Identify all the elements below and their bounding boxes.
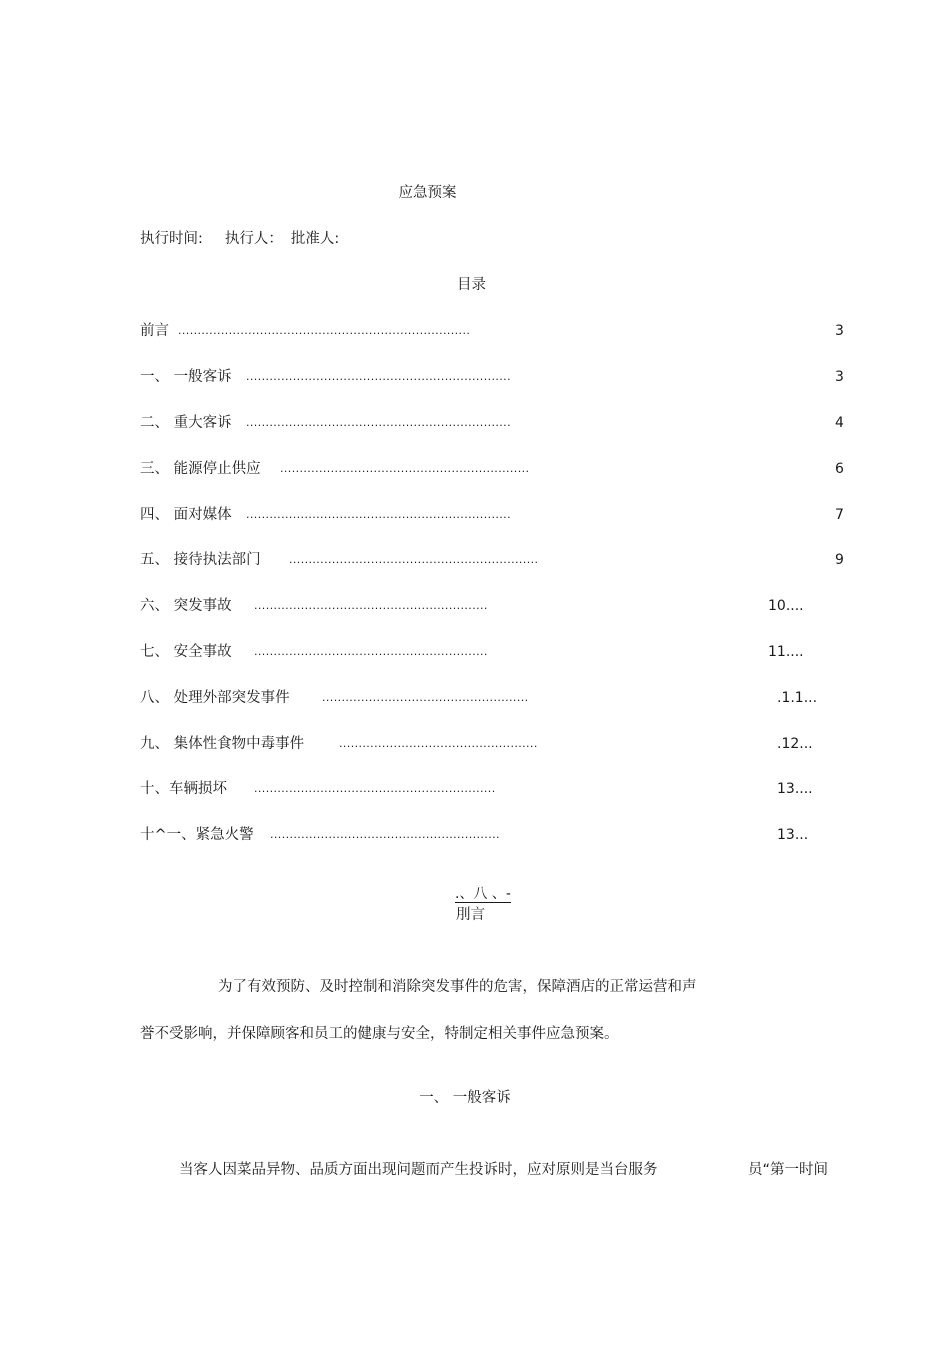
toc-item-page: 10.... xyxy=(768,598,804,614)
toc-item[interactable] xyxy=(0,322,950,342)
toc-item-leader: ........................................................... xyxy=(270,828,500,841)
toc-item-leader: ................................................................ xyxy=(280,462,530,475)
toc-item[interactable] xyxy=(0,551,950,571)
toc-item-label: 三、 能源停止供应 xyxy=(140,461,261,477)
document-title: 应急预案 xyxy=(398,185,457,201)
toc-item-leader: ..................................................... xyxy=(322,691,529,704)
toc-item-page: 9 xyxy=(835,552,844,568)
toc-item[interactable] xyxy=(0,460,950,480)
toc-item[interactable] xyxy=(0,826,950,846)
toc-item-label: 十、车辆损坏 xyxy=(140,781,227,797)
toc-item-leader: ................................................................ xyxy=(289,553,539,566)
toc-item[interactable] xyxy=(0,643,950,663)
toc-item-page: 13.... xyxy=(777,781,813,797)
toc-item-page: 7 xyxy=(835,507,844,523)
toc-item-label: 四、 面对媒体 xyxy=(140,507,232,523)
preface-paragraph-line: 誉不受影响，并保障顾客和员工的健康与安全，特制定相关事件应急预案。 xyxy=(140,1026,619,1042)
approver-label: 批准人: xyxy=(290,231,340,247)
toc-item[interactable] xyxy=(0,689,950,709)
toc-item-leader: ................................................... xyxy=(339,737,538,750)
toc-item-leader: .................................................................... xyxy=(246,416,511,429)
toc-title: 目录 xyxy=(457,277,486,293)
toc-item[interactable] xyxy=(0,780,950,800)
toc-item-page: 3 xyxy=(835,369,844,385)
toc-item-label: 六、 突发事故 xyxy=(140,598,232,614)
document-meta xyxy=(140,230,347,248)
section-title: 一、 一般客诉 xyxy=(419,1090,511,1106)
toc-item-leader: ............................................................ xyxy=(254,645,488,658)
toc-item[interactable] xyxy=(0,735,950,755)
toc-item[interactable] xyxy=(0,368,950,388)
toc-item-page: 13... xyxy=(777,827,809,843)
toc-item-leader: .................................................................... xyxy=(246,370,511,383)
toc-item-label: 十^一、紧急火警 xyxy=(140,827,254,843)
toc-item-label: 前言 xyxy=(140,323,169,339)
preface-paragraph-line: 为了有效预防、及时控制和消除突发事件的危害，保障酒店的正常运营和声 xyxy=(218,979,697,995)
toc-item-page: .1.1... xyxy=(777,690,818,706)
toc-item-leader: ........................................................................... xyxy=(178,324,471,337)
toc-item-leader: .................................................................... xyxy=(246,508,511,521)
section-paragraph-line: 当客人因菜品异物、品质方面出现问题而产生投诉时，应对原则是当台服务 xyxy=(179,1162,658,1178)
toc-item[interactable] xyxy=(0,597,950,617)
exec-time-label: 执行时间: xyxy=(140,231,203,247)
toc-item-label: 九、 集体性食物中毒事件 xyxy=(140,736,305,752)
toc-item-label: 五、 接待执法部门 xyxy=(140,552,261,568)
toc-item-label: 一、 一般客诉 xyxy=(140,369,232,385)
toc-item-label: 八、 处理外部突发事件 xyxy=(140,690,290,706)
toc-item-page: .12... xyxy=(777,736,813,752)
toc-item[interactable] xyxy=(0,414,950,434)
toc-item-page: 6 xyxy=(835,461,844,477)
preface-title: 刖言 xyxy=(456,907,485,923)
toc-item-label: 二、 重大客诉 xyxy=(140,415,232,431)
toc-item-label: 七、 安全事故 xyxy=(140,644,232,660)
toc-item-page: 4 xyxy=(835,415,844,431)
toc-item-leader: ............................................................ xyxy=(254,599,488,612)
toc-item[interactable] xyxy=(0,506,950,526)
executor-label: 执行人： xyxy=(224,231,283,247)
preface-marks: .、八 、- xyxy=(455,886,511,902)
toc-item-leader: .............................................................. xyxy=(254,782,496,795)
toc-item-page: 3 xyxy=(835,323,844,339)
toc-item-page: 11.... xyxy=(768,644,804,660)
section-paragraph-line-tail: 员“第一时间 xyxy=(748,1162,829,1178)
